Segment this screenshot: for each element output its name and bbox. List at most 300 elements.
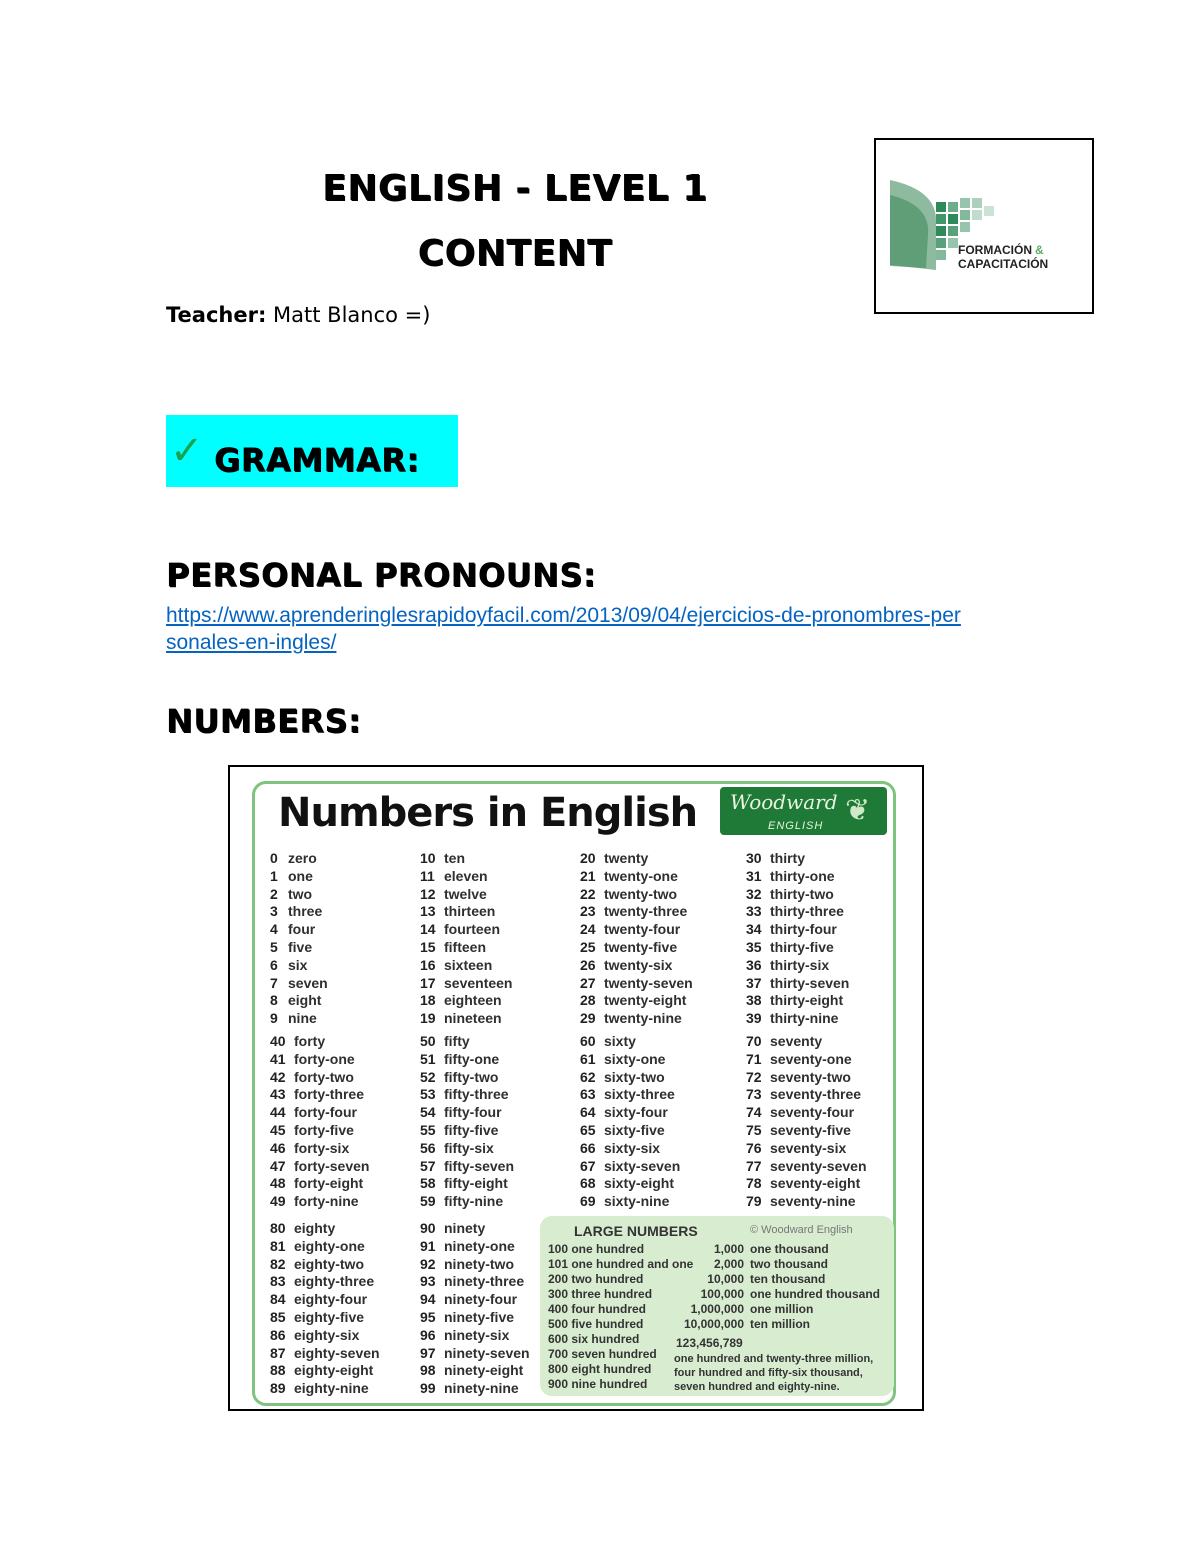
number-word: sixty-two xyxy=(604,1068,665,1085)
number-entry xyxy=(420,1175,508,1191)
number-digits: 58 xyxy=(420,1175,436,1192)
number-word: forty xyxy=(294,1033,326,1049)
number-word: nine xyxy=(288,1010,317,1027)
number-digits: 28 xyxy=(580,992,596,1009)
number-entry xyxy=(420,903,495,919)
number-digits: 53 xyxy=(420,1086,436,1103)
large-number-entry: 500 five hundred xyxy=(548,1317,644,1331)
number-word: twenty-six xyxy=(604,956,673,973)
fern-icon: ❦ xyxy=(845,794,871,827)
number-word: eighty-seven xyxy=(294,1344,380,1361)
number-word: sixty-seven xyxy=(604,1157,681,1174)
number-word: fifty xyxy=(444,1033,470,1049)
number-digits: 43 xyxy=(270,1086,286,1103)
woodward-brand-sub: ENGLISH xyxy=(768,820,824,832)
large-number-digits: 1,000 xyxy=(713,1242,744,1256)
number-digits: 41 xyxy=(270,1050,286,1067)
number-entry xyxy=(580,868,678,884)
number-entry xyxy=(270,1069,354,1085)
number-entry xyxy=(420,1104,502,1120)
number-entry xyxy=(420,1256,514,1272)
large-number-entry: 800 eight hundred xyxy=(548,1362,652,1376)
number-entry xyxy=(746,1051,852,1067)
number-digits: 31 xyxy=(746,867,762,884)
number-digits: 12 xyxy=(420,885,436,902)
number-entry xyxy=(746,939,834,955)
number-entry xyxy=(420,975,512,991)
number-entry xyxy=(420,1273,524,1289)
number-digits: 80 xyxy=(270,1220,286,1236)
number-digits: 49 xyxy=(270,1193,286,1210)
number-entry xyxy=(580,1140,660,1156)
number-entry xyxy=(270,1193,359,1209)
large-number-digits: 10,000,000 xyxy=(683,1317,744,1331)
number-word: ninety-five xyxy=(444,1309,515,1325)
number-digits: 36 xyxy=(746,956,762,973)
number-entry xyxy=(746,1122,851,1138)
number-entry xyxy=(270,939,312,955)
number-word: seventy-eight xyxy=(770,1175,861,1192)
number-word: sixty-one xyxy=(604,1050,666,1067)
number-word: eighty-one xyxy=(294,1237,365,1254)
number-word: ninety-one xyxy=(444,1237,515,1254)
number-entry xyxy=(270,903,322,919)
large-number-word: one thousand xyxy=(750,1242,829,1256)
number-entry xyxy=(746,1158,867,1174)
number-entry xyxy=(270,1362,373,1378)
formacion-logo-icon xyxy=(876,140,1092,312)
number-entry xyxy=(420,1309,514,1325)
number-word: forty-one xyxy=(294,1050,355,1067)
number-digits: 69 xyxy=(580,1193,596,1210)
number-digits: 9 xyxy=(270,1010,278,1027)
number-entry xyxy=(580,903,687,919)
number-digits: 89 xyxy=(270,1380,286,1397)
number-entry xyxy=(580,1051,665,1067)
number-word: eighty-five xyxy=(294,1309,365,1325)
large-number-entry: 600 six hundred xyxy=(548,1332,640,1346)
number-word: ten xyxy=(444,850,465,866)
large-number-entry: 300 three hundred xyxy=(548,1287,653,1301)
large-number-digits: 100,000 xyxy=(700,1287,744,1301)
number-entry xyxy=(420,1345,530,1361)
number-digits: 76 xyxy=(746,1139,762,1156)
number-entry xyxy=(270,886,312,902)
number-word: eight xyxy=(288,992,322,1009)
number-entry xyxy=(580,1193,669,1209)
number-entry xyxy=(746,975,849,991)
number-entry xyxy=(270,1273,374,1289)
number-entry xyxy=(420,1362,523,1378)
number-entry xyxy=(270,1291,367,1307)
number-entry xyxy=(270,868,313,884)
large-number-word: one million xyxy=(750,1302,814,1316)
number-word: sixty-three xyxy=(604,1086,675,1103)
number-digits: 17 xyxy=(420,974,436,991)
number-word: thirty-nine xyxy=(770,1010,839,1027)
number-word: seventy-five xyxy=(770,1122,851,1138)
number-word: thirteen xyxy=(444,903,496,920)
number-entry xyxy=(420,1238,515,1254)
number-digits: 10 xyxy=(420,850,436,866)
large-number-entry: 100 one hundred xyxy=(548,1242,645,1256)
number-word: twenty-five xyxy=(604,939,678,955)
number-word: thirty-two xyxy=(770,885,834,902)
number-entry xyxy=(420,957,492,973)
number-word: sixty-five xyxy=(604,1122,665,1138)
number-entry xyxy=(270,957,307,973)
number-entry xyxy=(420,1010,502,1026)
number-digits: 11 xyxy=(420,867,435,884)
number-word: forty-eight xyxy=(294,1175,364,1192)
number-word: twenty xyxy=(604,850,649,866)
number-digits: 54 xyxy=(420,1104,436,1121)
number-entry xyxy=(746,992,843,1008)
number-entry xyxy=(420,1291,517,1307)
example-number: 123,456,789 xyxy=(676,1336,743,1350)
number-entry xyxy=(270,1238,365,1254)
number-word: eleven xyxy=(444,867,488,884)
number-word: eighty-nine xyxy=(294,1380,369,1397)
number-entry xyxy=(580,957,672,973)
number-digits: 7 xyxy=(270,974,278,991)
number-digits: 72 xyxy=(746,1068,762,1085)
number-digits: 60 xyxy=(580,1033,596,1049)
number-digits: 13 xyxy=(420,903,436,920)
number-digits: 79 xyxy=(746,1193,762,1210)
number-entry xyxy=(270,1220,335,1236)
number-digits: 52 xyxy=(420,1068,436,1085)
number-entry xyxy=(580,1086,675,1102)
number-word: nineteen xyxy=(444,1010,502,1027)
number-digits: 93 xyxy=(420,1273,436,1290)
number-entry xyxy=(270,1051,355,1067)
number-word: fifty-four xyxy=(444,1104,502,1121)
number-entry xyxy=(580,921,680,937)
number-digits: 64 xyxy=(580,1104,596,1121)
number-word: sixty-six xyxy=(604,1139,661,1156)
number-digits: 73 xyxy=(746,1086,762,1103)
large-number-entry: 101 one hundred and one xyxy=(548,1257,694,1271)
number-word: forty-two xyxy=(294,1068,354,1085)
number-digits: 1 xyxy=(270,867,278,884)
number-digits: 27 xyxy=(580,974,596,991)
number-word: fifty-two xyxy=(444,1068,499,1085)
number-digits: 16 xyxy=(420,956,436,973)
number-word: two xyxy=(288,885,313,902)
number-word: ninety-three xyxy=(444,1273,525,1290)
number-word: eighty-six xyxy=(294,1326,360,1343)
number-entry xyxy=(420,868,488,884)
large-number-entry: 700 seven hundred xyxy=(548,1347,657,1361)
number-word: fifty-three xyxy=(444,1086,509,1103)
number-word: ninety xyxy=(444,1220,486,1236)
number-digits: 94 xyxy=(420,1291,436,1308)
number-digits: 82 xyxy=(270,1255,286,1272)
number-word: ninety-four xyxy=(444,1291,518,1308)
number-word: fifty-one xyxy=(444,1050,500,1067)
number-entry xyxy=(420,1122,498,1138)
number-entry xyxy=(746,1086,861,1102)
number-word: six xyxy=(288,956,308,973)
number-word: seventy-seven xyxy=(770,1157,867,1174)
logo-frame xyxy=(874,138,1094,314)
number-digits: 20 xyxy=(580,850,596,866)
number-word: seventy-one xyxy=(770,1050,852,1067)
number-word: thirty-three xyxy=(770,903,844,920)
number-word: seventy xyxy=(770,1033,823,1049)
numbers-heading: NUMBERS: xyxy=(166,702,362,740)
number-digits: 6 xyxy=(270,956,278,973)
number-entry xyxy=(580,1033,636,1049)
number-digits: 26 xyxy=(580,956,596,973)
number-word: eighty-two xyxy=(294,1255,364,1272)
logo-line2: CAPACITACIÓN xyxy=(958,257,1049,271)
number-word: fifteen xyxy=(444,939,486,955)
number-digits: 38 xyxy=(746,992,762,1009)
pronouns-link[interactable]: https://www.aprenderinglesrapidoyfacil.com/2013/09/04/ejercicios-de-pronombres-personales-en-ingles/ xyxy=(166,604,961,654)
number-entry xyxy=(580,1069,665,1085)
number-word: fifty-eight xyxy=(444,1175,508,1192)
number-digits: 91 xyxy=(420,1237,436,1254)
number-digits: 34 xyxy=(746,921,762,938)
number-entry xyxy=(580,975,693,991)
number-digits: 14 xyxy=(420,921,436,938)
number-digits: 5 xyxy=(270,939,278,955)
number-entry xyxy=(270,1140,349,1156)
number-digits: 8 xyxy=(270,992,278,1009)
example-words: one hundred and twenty-three million, four hundred and fifty-six thousand, seven hundred and eighty-nine. xyxy=(674,1353,874,1393)
document-subtitle: CONTENT xyxy=(417,233,613,274)
number-entry xyxy=(746,903,844,919)
number-digits: 65 xyxy=(580,1122,596,1138)
number-digits: 62 xyxy=(580,1068,596,1085)
large-number-digits: 2,000 xyxy=(713,1257,744,1271)
number-word: twenty-nine xyxy=(604,1010,682,1027)
number-entry xyxy=(420,850,465,866)
number-word: twenty-three xyxy=(604,903,688,920)
number-entry xyxy=(746,921,837,937)
number-digits: 35 xyxy=(746,939,762,955)
number-word: seventy-three xyxy=(770,1086,862,1103)
number-digits: 85 xyxy=(270,1309,286,1325)
number-word: twenty-two xyxy=(604,885,678,902)
number-entry xyxy=(420,1220,485,1236)
number-entry xyxy=(746,1033,822,1049)
number-entry xyxy=(270,1104,357,1120)
number-word: thirty-seven xyxy=(770,974,850,991)
number-word: seventy-nine xyxy=(770,1193,856,1210)
number-entry xyxy=(420,1327,509,1343)
chart-title: Numbers in English xyxy=(278,790,698,836)
number-digits: 3 xyxy=(270,903,278,920)
number-digits: 97 xyxy=(420,1344,436,1361)
number-word: five xyxy=(288,939,313,955)
number-entry xyxy=(420,1193,503,1209)
number-entry xyxy=(270,1158,369,1174)
number-digits: 51 xyxy=(420,1050,436,1067)
teacher-name: Matt Blanco =) xyxy=(273,303,431,327)
number-entry xyxy=(580,886,677,902)
number-word: thirty-one xyxy=(770,867,835,884)
number-digits: 47 xyxy=(270,1157,286,1174)
number-digits: 55 xyxy=(420,1122,436,1138)
number-entry xyxy=(270,850,317,866)
number-entry xyxy=(270,1309,364,1325)
number-word: ninety-nine xyxy=(444,1380,519,1397)
checkmark-icon: ✓ xyxy=(170,428,204,474)
number-word: sixty xyxy=(604,1033,636,1049)
number-word: zero xyxy=(288,850,317,866)
number-word: ninety-two xyxy=(444,1255,514,1272)
number-word: eighty xyxy=(294,1220,336,1236)
number-digits: 22 xyxy=(580,885,596,902)
number-word: forty-six xyxy=(294,1139,350,1156)
number-digits: 61 xyxy=(580,1050,596,1067)
number-entry xyxy=(420,939,486,955)
number-digits: 25 xyxy=(580,939,596,955)
logo-line1: FORMACIÓN xyxy=(958,243,1032,257)
number-word: fifty-nine xyxy=(444,1193,504,1210)
number-word: eighty-eight xyxy=(294,1362,374,1379)
number-word: forty-four xyxy=(294,1104,357,1121)
number-word: seventy-four xyxy=(770,1104,855,1121)
number-entry xyxy=(270,1256,364,1272)
number-word: ninety-eight xyxy=(444,1362,524,1379)
number-digits: 83 xyxy=(270,1273,286,1290)
number-digits: 39 xyxy=(746,1010,762,1027)
large-number-word: one hundred thousand xyxy=(750,1287,880,1301)
number-word: thirty-four xyxy=(770,921,837,938)
large-number-entry: 200 two hundred xyxy=(548,1272,644,1286)
document-title: ENGLISH - LEVEL 1 xyxy=(322,168,708,209)
number-word: forty-seven xyxy=(294,1157,370,1174)
teacher-line xyxy=(166,303,430,327)
number-word: sixteen xyxy=(444,956,493,973)
number-word: four xyxy=(288,921,316,938)
number-entry xyxy=(270,1010,317,1026)
number-entry xyxy=(420,992,502,1008)
number-word: thirty-six xyxy=(770,956,830,973)
number-digits: 19 xyxy=(420,1010,436,1027)
number-digits: 68 xyxy=(580,1175,596,1192)
teacher-label: Teacher: xyxy=(166,303,267,327)
number-word: twenty-four xyxy=(604,921,681,938)
number-digits: 42 xyxy=(270,1068,286,1085)
number-entry xyxy=(580,992,686,1008)
large-number-entry: 400 four hundred xyxy=(548,1302,647,1316)
number-entry xyxy=(746,957,829,973)
number-entry xyxy=(580,1010,682,1026)
number-digits: 30 xyxy=(746,850,762,866)
number-digits: 84 xyxy=(270,1291,286,1308)
number-digits: 32 xyxy=(746,885,762,902)
number-word: thirty-eight xyxy=(770,992,844,1009)
number-word: seventy-six xyxy=(770,1139,847,1156)
number-digits: 4 xyxy=(270,921,278,938)
logo-ampersand: & xyxy=(1035,243,1044,257)
number-word: forty-five xyxy=(294,1122,354,1138)
number-word: one xyxy=(288,867,313,884)
number-digits: 63 xyxy=(580,1086,596,1103)
number-digits: 92 xyxy=(420,1255,436,1272)
number-digits: 57 xyxy=(420,1157,436,1174)
number-entry xyxy=(270,1175,363,1191)
number-entry xyxy=(580,1122,665,1138)
number-word: thirty-five xyxy=(770,939,834,955)
number-entry xyxy=(580,939,677,955)
number-entry xyxy=(270,921,315,937)
number-digits: 78 xyxy=(746,1175,762,1192)
number-digits: 45 xyxy=(270,1122,286,1138)
number-digits: 81 xyxy=(270,1237,286,1254)
number-word: seventeen xyxy=(444,974,513,991)
number-digits: 95 xyxy=(420,1309,436,1325)
large-number-entry: 900 nine hundred xyxy=(548,1377,648,1391)
number-entry xyxy=(746,850,805,866)
number-digits: 48 xyxy=(270,1175,286,1192)
number-digits: 2 xyxy=(270,885,278,902)
number-word: twenty-eight xyxy=(604,992,687,1009)
number-entry xyxy=(270,1380,369,1396)
number-digits: 50 xyxy=(420,1033,436,1049)
number-word: fourteen xyxy=(444,921,500,938)
number-word: sixty-nine xyxy=(604,1193,670,1210)
number-word: fifty-seven xyxy=(444,1157,515,1174)
number-word: sixty-four xyxy=(604,1104,668,1121)
large-number-word: ten thousand xyxy=(750,1272,826,1286)
large-number-digits: 1,000,000 xyxy=(690,1302,744,1316)
pronouns-heading: PERSONAL PRONOUNS: xyxy=(166,556,597,594)
number-entry xyxy=(746,886,834,902)
number-entry xyxy=(420,1140,494,1156)
copyright-text: © Woodward English xyxy=(750,1224,853,1236)
number-word: ninety-seven xyxy=(444,1344,530,1361)
number-word: three xyxy=(288,903,323,920)
number-entry xyxy=(746,1175,860,1191)
number-word: ninety-six xyxy=(444,1326,510,1343)
number-digits: 18 xyxy=(420,992,436,1009)
number-entry xyxy=(580,1158,680,1174)
number-entry xyxy=(746,1193,856,1209)
woodward-brand: Woodward xyxy=(730,790,838,814)
number-entry xyxy=(580,1175,674,1191)
number-digits: 67 xyxy=(580,1157,596,1174)
number-entry xyxy=(746,868,835,884)
number-word: twenty-seven xyxy=(604,974,693,991)
large-numbers-title: LARGE NUMBERS xyxy=(574,1223,698,1239)
number-entry xyxy=(746,1069,851,1085)
number-entry xyxy=(270,1122,354,1138)
grammar-heading: GRAMMAR: xyxy=(214,441,420,479)
number-digits: 70 xyxy=(746,1033,762,1049)
number-entry xyxy=(270,975,328,991)
number-digits: 59 xyxy=(420,1193,436,1210)
number-word: fifty-five xyxy=(444,1122,499,1138)
number-word: fifty-six xyxy=(444,1139,494,1156)
number-digits: 88 xyxy=(270,1362,286,1379)
number-digits: 74 xyxy=(746,1104,762,1121)
number-digits: 66 xyxy=(580,1139,596,1156)
number-entry xyxy=(420,1158,514,1174)
number-digits: 23 xyxy=(580,903,596,920)
number-digits: 96 xyxy=(420,1326,436,1343)
number-entry xyxy=(270,1086,364,1102)
number-entry xyxy=(270,1033,325,1049)
number-word: forty-three xyxy=(294,1086,365,1103)
number-word: sixty-eight xyxy=(604,1175,675,1192)
number-entry xyxy=(746,1140,846,1156)
